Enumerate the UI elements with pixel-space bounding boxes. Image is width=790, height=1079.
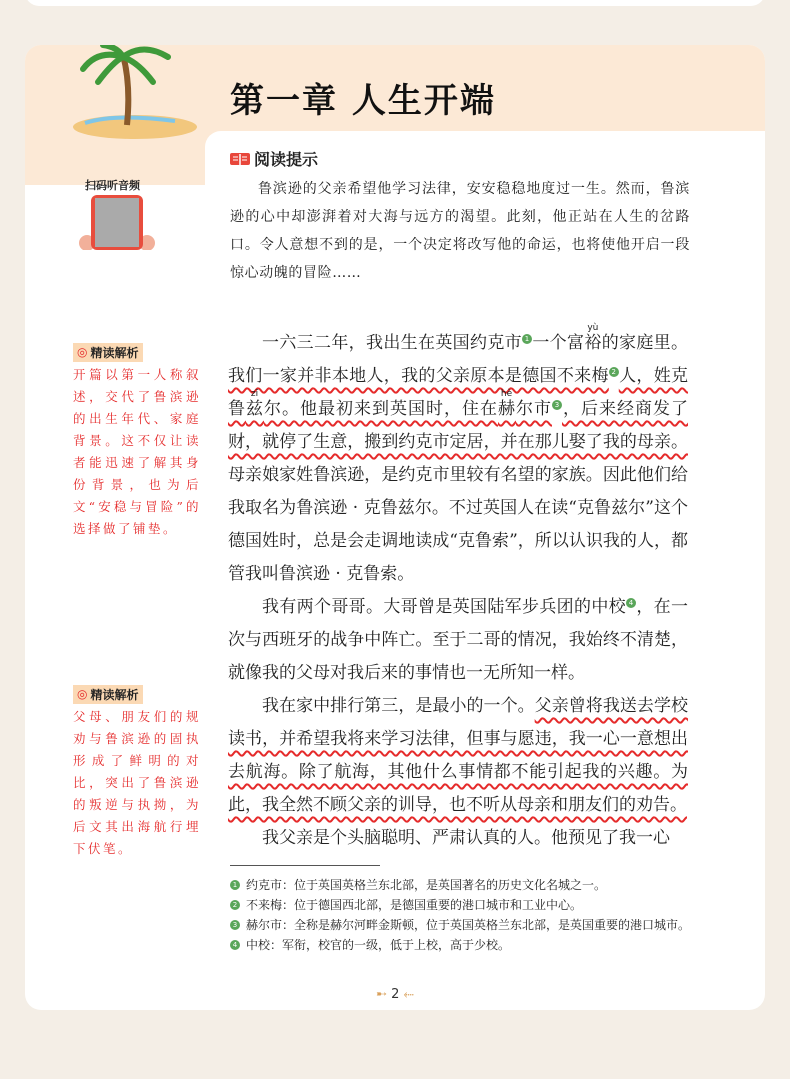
paragraph [228,822,688,855]
ornament-icon: ➸ [376,987,392,1002]
target-icon: ◎ [77,345,88,359]
annotation-heading: 精读解析 [90,687,139,702]
ruby-text: 赫hè [498,389,516,419]
footnote-number: 3 [230,920,240,930]
footnote-marker[interactable]: 4 [626,598,636,608]
book-icon [230,152,250,166]
ruby-text: 裕yù [584,323,602,353]
annotation-heading: 精读解析 [90,345,139,360]
text-segment: ，在一次与西班牙的战争中阵亡。至于二哥的情况，我始终不清楚，就像我的父母对我后来的事情也一无所知一样。 [228,597,688,683]
page-card [25,45,765,1010]
text-segment: 一个富 [532,333,585,353]
footnote-marker[interactable]: 2 [609,367,619,377]
reading-hint-heading [230,147,318,170]
footnote-text: 中校：军衔，校官的一级，低于上校，高于少校。 [246,938,511,952]
text-segment: 的家庭里。 [601,333,689,353]
chapter-title: 第一章 人生开端 [230,81,496,121]
underlined-text: 人，姓克鲁 [228,366,689,419]
underlined-text: ，后来经商发了财，就停了生意，搬到约克市定居，并在那儿娶了我的母亲。 [228,399,688,452]
text-segment: 母亲娘家姓鲁滨逊，是约克市里较有名望的家族。因此他们给我取名为鲁滨逊 · 克鲁兹尔。不过英国人在读“克鲁兹尔”这个德国姓时，总是会走调地读成“克鲁索”，所以认识我的人，都管我叫鲁滨逊 · 克鲁索。 [228,465,688,584]
footnotes [230,875,692,955]
previous-card-edge [25,0,765,6]
footnote [230,915,692,935]
main-text [228,323,688,855]
footnote-text: 约克市：位于英国英格兰东北部，是英国著名的历史文化名城之一。 [246,878,607,892]
footnote [230,895,692,915]
text-segment: 一六三二年，我出生在英国约克市 [262,333,522,353]
underlined-text: 父亲曾将我送去学校读书，并希望我将来学习法律，但事与愿违，我一心一意想出去航海。除了航海，其他什么事情都不能引起我的兴趣。为此，我全然不顾父亲的训导，也不听从母亲和朋友们的劝告。 [228,696,689,815]
paragraph [228,690,688,822]
page-number: ➸ 2 ⬸ [376,987,414,1002]
underlined-text: 尔。他最初来到英国时，住在 [264,399,498,419]
target-icon: ◎ [77,687,88,701]
reading-hint-title: 阅读提示 [254,150,319,169]
annotation-text: 开篇以第一人称叙述，交代了鲁滨逊的出生年代、家庭背景。这不仅让读者能迅速了解其身份背景，也为后文“安稳与冒险”的选择做了铺垫。 [73,366,201,536]
footnote-number: 4 [230,940,240,950]
footnote-number: 2 [230,900,240,910]
paragraph [228,591,688,690]
qr-label: 扫码听音频 [85,179,140,192]
footnote-divider [230,865,380,866]
footnote [230,875,692,895]
ornament-icon: ⬸ [399,987,414,1002]
text-segment: 我在家中排行第三，是最小的一个。 [262,696,535,716]
ruby-text: 兹zī [246,389,264,419]
underlined-text: 我们一家并非本地人，我的父亲原本是德国不来梅 [228,366,609,386]
footnote-number: 1 [230,880,240,890]
annotation-2 [73,683,201,860]
annotation-text: 父母、朋友们的规劝与鲁滨逊的固执形成了鲜明的对比，突出了鲁滨逊的叛逆与执拗，为后文其出海航行埋下伏笔。 [73,708,201,856]
annotation-1 [73,341,201,540]
audio-qr-code[interactable] [77,195,157,250]
footnote-text: 不来梅：位于德国西北部，是德国重要的港口城市和工业中心。 [246,898,583,912]
reading-hint-text: 鲁滨逊的父亲希望他学习法律，安安稳稳地度过一生。然而，鲁滨逊的心中却澎湃着对大海与远方的渴望。此刻，他正站在人生的岔路口。令人意想不到的是，一个决定将改写他的命运，也将使他开启一段惊心动魄的冒险…… [230,181,690,281]
footnote-text: 赫尔市：全称是赫尔河畔金斯顿，位于英国英格兰东北部，是英国重要的港口城市。 [246,918,691,932]
text-segment: 我父亲是个头脑聪明、严肃认真的人。他预见了我一心 [262,828,670,848]
palm-beach-illustration [65,45,205,140]
underlined-text: 尔市 [516,399,552,419]
paragraph [228,323,688,591]
footnote [230,935,692,955]
footnote-marker[interactable]: 1 [522,334,532,344]
text-segment: 我有两个哥哥。大哥曾是英国陆军步兵团的中校 [262,597,626,617]
footnote-marker[interactable]: 3 [552,400,562,410]
